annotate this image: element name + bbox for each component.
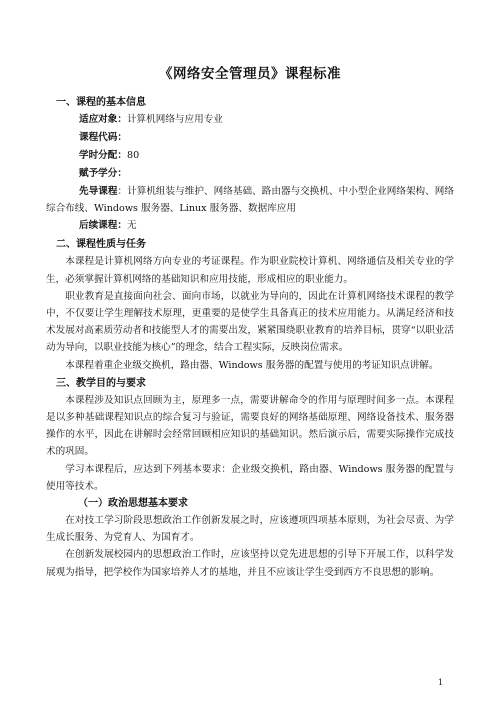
followup-value: 无 bbox=[126, 220, 137, 232]
section-heading-basic-info: 一、课程的基本信息 bbox=[56, 97, 146, 108]
info-row-followup bbox=[79, 217, 454, 235]
paragraph: 学习本课程后，应达到下列基本要求：企业级交换机，路由器、Windows 服务器的配置与使用等技术。 bbox=[46, 463, 454, 492]
info-label: 赋予学分： bbox=[79, 168, 127, 179]
info-row-target bbox=[79, 111, 454, 129]
prereq-label: 先导课程 bbox=[79, 186, 118, 197]
subsection-heading-political: （一）政治思想基本要求 bbox=[78, 498, 188, 510]
info-row-hours bbox=[79, 147, 454, 165]
document-title: 《网络安全管理员》课程标准 bbox=[159, 66, 341, 82]
info-label: 适应对象： bbox=[79, 114, 127, 125]
paragraph: 本课程是计算机网络方向专业的考证课程。作为职业院校计算机、网络通信及相关专业的学生，必须掌握计算机网络的基础知识和应用技能，形成相应的职业能力。 bbox=[46, 256, 454, 285]
paragraph: 本课程涉及知识点回顾为主，原理多一点，需要讲解命令的作用与原理时间多一点。本课程是以多种基础课程知识点的综合复习与验证，需要良好的网络基础原理、网络设备技术、服务器操作的水平，因此在讲解时会经常回顾相应知识的基础知识。然后演示后，需要实际操作完成技术的巩固。 bbox=[46, 394, 454, 458]
info-label: 课程代码： bbox=[79, 132, 127, 143]
page-number: 1 bbox=[437, 678, 443, 687]
paragraph: 本课程着重企业级交换机，路由器、Windows 服务器的配置与使用的考证知识点讲解。 bbox=[65, 359, 439, 371]
prereq-paragraph bbox=[46, 183, 454, 217]
info-row-code bbox=[79, 129, 454, 147]
info-label: 学时分配： bbox=[79, 150, 127, 161]
info-value: 80 bbox=[126, 150, 140, 161]
paragraph: 在创新发展校园内的思想政治工作时，应该坚持以党先进思想的引导下开展工作，以科学发展观为指导，把学校作为国家培养人才的基地，并且不应该让学生受到西方不良思想的影响。 bbox=[46, 549, 454, 578]
paragraph: 在对技工学习阶段思想政治工作创新发展之时，应该遵项四项基本原则，为社会尽责、为学生成长服务、为党育人、为国育才。 bbox=[46, 515, 454, 544]
followup-label: 后续课程： bbox=[79, 220, 127, 232]
section-heading-nature: 二、课程性质与任务 bbox=[56, 239, 146, 251]
section-heading-objectives: 三、教学目的与要求 bbox=[56, 377, 146, 389]
prereq-value: ：计算机组装与维护、网络基础、路由器与交换机、中小型企业网络架构、网络综合布线、Windows 服务器、Linux 服务器、数据库应用 bbox=[46, 186, 455, 215]
paragraph: 职业教育是直接面向社会、面向市场，以就业为导向的，因此在计算机网络技术课程的教学中，不仅要让学生理解技术原理，更重要的是使学生具备真正的技术应用能力。从满足经济和技术发展对高素质劳动者和技能型人才的需要出发，紧紧围绕职业教育的培养目标，贯穿“以职业活动为导向，以职业技能为核心”的理念，结合工程实际，反映岗位需求。 bbox=[46, 290, 454, 354]
info-value: 计算机网络与应用专业 bbox=[126, 114, 223, 125]
info-block bbox=[79, 111, 454, 183]
info-row-credits bbox=[79, 165, 454, 183]
